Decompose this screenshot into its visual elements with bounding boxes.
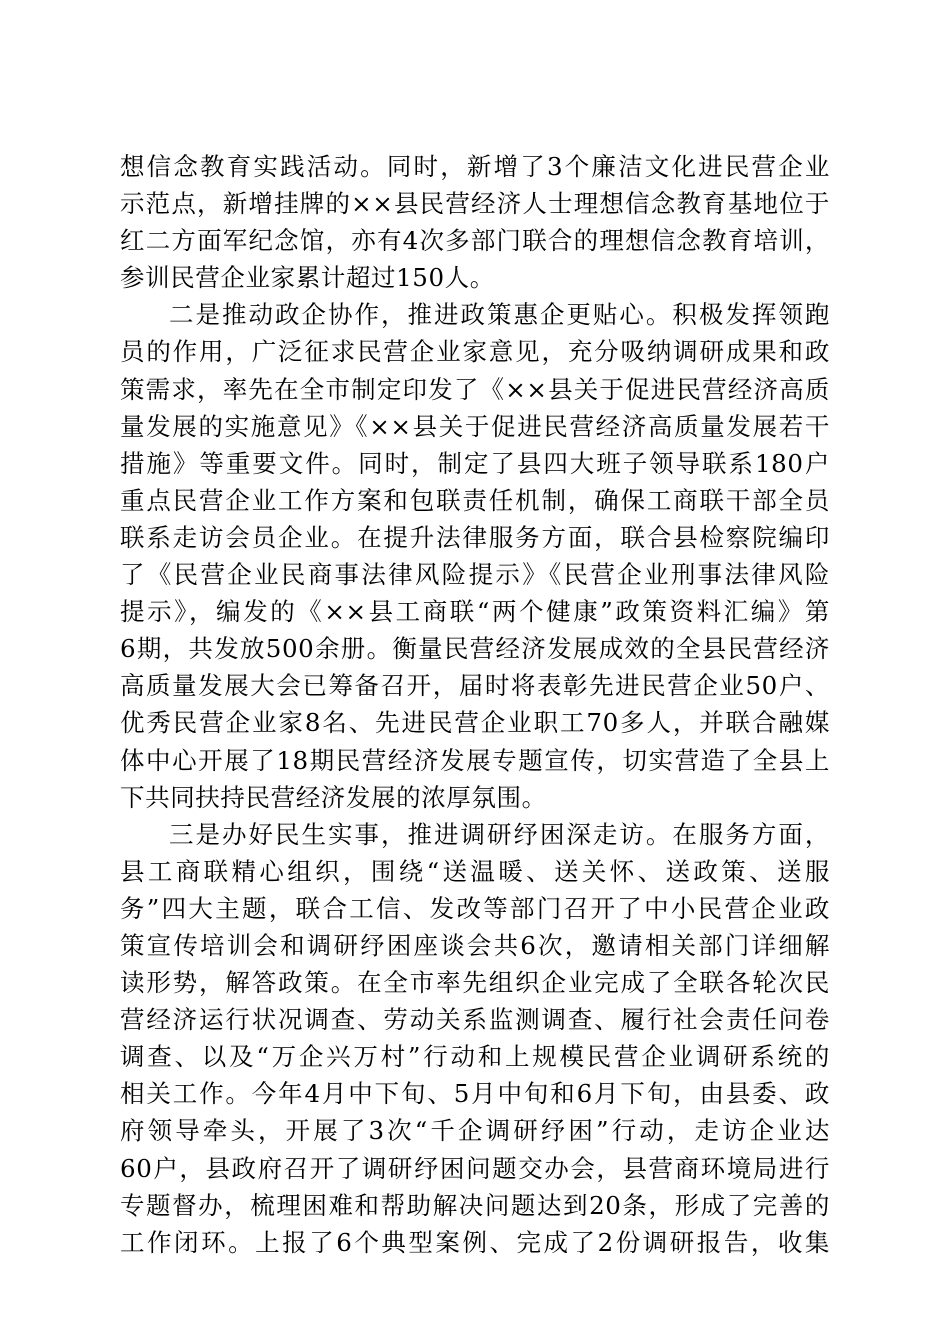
text-line: 想信念教育实践活动。同时，新增了3个廉洁文化进民营企业	[120, 152, 830, 181]
text-line: 高质量发展大会已筹备召开，届时将表彰先进民营企业50户、	[120, 671, 830, 701]
text-line: 了《民营企业民商事法律风险提示》《民营企业刑事法律风险	[120, 560, 830, 590]
text-line: 60户，县政府召开了调研纾困问题交办会，县营商环境局进行	[120, 1153, 830, 1183]
text-line: 务”四大主题，联合工信、发改等部门召开了中小民营企业政	[120, 893, 830, 923]
text-line: 联系走访会员企业。在提升法律服务方面，联合县检察院编印	[120, 522, 830, 552]
text-line: 措施》等重要文件。同时，制定了县四大班子领导联系180户	[120, 448, 830, 478]
text-line: 下共同扶持民营经济发展的浓厚氛围。	[120, 782, 547, 812]
text-line: 优秀民营企业家8名、先进民营企业职工70多人，并联合融媒	[120, 708, 830, 738]
text-line: 策需求，率先在全市制定印发了《××县关于促进民营经济高质	[120, 374, 830, 404]
text-line: 红二方面军纪念馆，亦有4次多部门联合的理想信念教育培训，	[120, 226, 830, 256]
text-line: 策宣传培训会和调研纾困座谈会共6次，邀请相关部门详细解	[120, 930, 830, 960]
text-line: 专题督办，梳理困难和帮助解决问题达到20条，形成了完善的	[120, 1190, 830, 1220]
text-line: 府领导牵头，开展了3次“千企调研纾困”行动，走访企业达	[120, 1116, 830, 1146]
text-line: 读形势，解答政策。在全市率先组织企业完成了全联各轮次民	[120, 968, 830, 998]
text-line: 营经济运行状况调查、劳动关系监测调查、履行社会责任问卷	[120, 1005, 830, 1035]
text-line: 重点民营企业工作方案和包联责任机制，确保工商联干部全员	[120, 485, 830, 515]
text-line: 量发展的实施意见》《××县关于促进民营经济高质量发展若干	[120, 411, 830, 441]
text-line: 工作闭环。上报了6个典型案例、完成了2份调研报告，收集	[120, 1227, 830, 1257]
document-body	[120, 148, 830, 1261]
text-line: 员的作用，广泛征求民营企业家意见，充分吸纳调研成果和政	[120, 337, 830, 367]
text-line: 县工商联精心组织，围绕“送温暖、送关怀、送政策、送服	[120, 856, 830, 886]
text-line: 体中心开展了18期民营经济发展专题宣传，切实营造了全县上	[120, 745, 830, 775]
text-line: 相关工作。今年4月中下旬、5月中旬和6月下旬，由县委、政	[120, 1079, 830, 1109]
paragraph-first-line: 二是推动政企协作，推进政策惠企更贴心。积极发挥领跑	[169, 300, 830, 330]
text-line: 示范点，新增挂牌的××县民营经济人士理想信念教育基地位于	[120, 189, 830, 219]
text-line: 调查、以及“万企兴万村”行动和上规模民营企业调研系统的	[120, 1042, 830, 1072]
text-line: 提示》，编发的《××县工商联“两个健康”政策资料汇编》第	[120, 597, 830, 627]
text-line: 6期，共发放500余册。衡量民营经济发展成效的全县民营经济	[120, 634, 830, 664]
paragraph-first-line: 三是办好民生实事，推进调研纾困深走访。在服务方面，	[169, 819, 830, 849]
text-line: 参训民营企业家累计超过150人。	[120, 263, 495, 293]
